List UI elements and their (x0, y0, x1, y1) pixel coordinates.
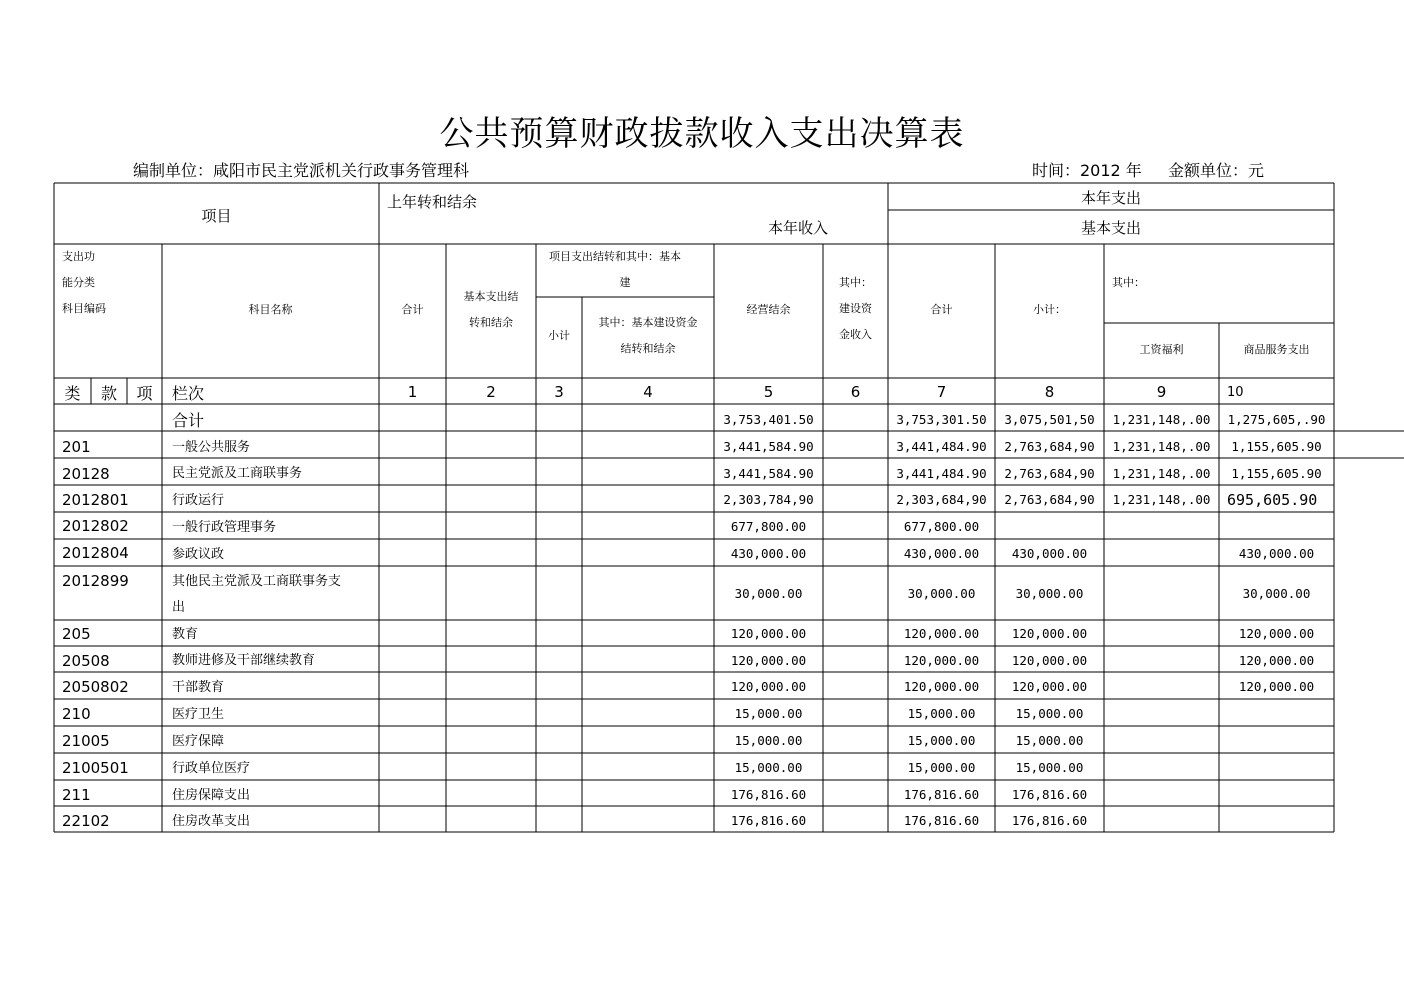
row-name: 合计 (172, 411, 205, 430)
row-code: 210 (62, 705, 91, 723)
row-c8: 176,816.60 (1011, 813, 1088, 828)
header-lei: 类 (64, 384, 81, 403)
row-code: 2012804 (62, 544, 129, 562)
row-c7: 15,000.00 (907, 706, 976, 721)
row-c8: 176,816.60 (1011, 787, 1088, 802)
row-c8: 2,763,684,90 (1004, 439, 1095, 454)
row-c5: 30,000.00 (734, 586, 803, 601)
row-name: 教师进修及干部继续教育 (172, 653, 316, 668)
row-c10: 1,275,605,.90 (1227, 412, 1326, 427)
row-c9: 1,231,148,.00 (1112, 439, 1211, 454)
header-subject-name: 科目名称 (248, 303, 293, 316)
row-c5: 176,816.60 (730, 813, 807, 828)
row-name: 一般公共服务 (172, 440, 251, 455)
row-code: 2050802 (62, 678, 129, 696)
col-num-7: 7 (936, 383, 947, 401)
row-c10: 120,000.00 (1238, 626, 1315, 641)
row-name: 住房保障支出 (172, 788, 251, 803)
row-c10: 120,000.00 (1238, 679, 1315, 694)
row-c7: 120,000.00 (903, 653, 980, 668)
row-name: 其他民主党派及工商联事务支 (172, 574, 342, 589)
row-c7: 120,000.00 (903, 679, 980, 694)
row-c10: 30,000.00 (1242, 586, 1311, 601)
row-c8: 2,763,684,90 (1004, 466, 1095, 481)
row-code: 20128 (62, 465, 110, 483)
header-constr-2: 建设资 (839, 302, 872, 315)
header-func-code-2: 能分类 (62, 276, 95, 289)
row-c5: 120,000.00 (730, 626, 807, 641)
row-c7: 15,000.00 (907, 760, 976, 775)
row-code: 2100501 (62, 759, 129, 777)
header-constr-1: 其中： (839, 276, 872, 289)
row-name: 一般行政管理事务 (172, 520, 277, 535)
compiling-unit: 编制单位：咸阳市民主党派机关行政事务管理科 (133, 161, 470, 180)
row-c8: 120,000.00 (1011, 653, 1088, 668)
row-c5: 15,000.00 (734, 706, 803, 721)
row-c7: 3,753,301.50 (896, 412, 987, 427)
row-c9: 1,231,148,.00 (1112, 492, 1211, 507)
header-goods: 商品服务支出 (1243, 343, 1310, 356)
header-exp-subtotal: 小计： (1033, 303, 1066, 316)
row-c7: 3,441,484.90 (896, 466, 987, 481)
row-c5: 120,000.00 (730, 679, 807, 694)
row-c8: 2,763,684,90 (1004, 492, 1095, 507)
row-code: 201 (62, 438, 91, 456)
header-prev-carry: 上年转和结余 (387, 193, 478, 211)
row-c8: 430,000.00 (1011, 546, 1088, 561)
row-c5: 120,000.00 (730, 653, 807, 668)
col-num-1: 1 (407, 383, 418, 401)
row-code: 205 (62, 625, 91, 643)
row-c8: 30,000.00 (1015, 586, 1084, 601)
row-c10: 1,155,605.90 (1231, 439, 1322, 454)
header-of-which: 其中： (1112, 276, 1145, 289)
header-capital-1: 其中：基本建设资金 (598, 316, 698, 329)
row-c9: 1,231,148,.00 (1112, 466, 1211, 481)
row-c9: 1,231,148,.00 (1112, 412, 1211, 427)
row-name: 医疗保障 (172, 734, 225, 749)
header-xiang: 项 (136, 384, 153, 403)
header-lanci: 栏次 (172, 384, 205, 403)
row-c10: 1,155,605.90 (1231, 466, 1322, 481)
row-c10: 430,000.00 (1238, 546, 1315, 561)
row-c7: 430,000.00 (903, 546, 980, 561)
row-c7: 176,816.60 (903, 813, 980, 828)
row-code: 211 (62, 786, 91, 804)
row-c8: 15,000.00 (1015, 760, 1084, 775)
row-name-line2: 出 (172, 600, 186, 615)
report-time: 时间：2012 年 (1032, 161, 1142, 180)
row-c7: 15,000.00 (907, 733, 976, 748)
row-c5: 3,441,584.90 (723, 439, 814, 454)
header-basic-carry-1: 基本支出结 (463, 290, 519, 303)
row-c5: 2,303,784,90 (723, 492, 814, 507)
col-num-2: 2 (486, 383, 496, 401)
row-c7: 30,000.00 (907, 586, 976, 601)
page-title: 公共预算财政拔款收入支出决算表 (439, 114, 965, 154)
header-capital-2: 结转和结余 (620, 342, 676, 355)
amount-unit: 金额单位：元 (1168, 161, 1265, 180)
row-c8: 15,000.00 (1015, 733, 1084, 748)
row-code: 2012801 (62, 491, 129, 509)
row-c8: 15,000.00 (1015, 706, 1084, 721)
col-num-10: 10 (1227, 385, 1244, 400)
row-c7: 2,303,684,90 (896, 492, 987, 507)
header-project-carry-1: 项目支出结转和其中：基本 (549, 250, 681, 263)
header-project-carry-2: 建 (619, 276, 631, 289)
col-num-4: 4 (643, 383, 653, 401)
header-basic-expense: 基本支出 (1080, 219, 1141, 237)
row-c5: 430,000.00 (730, 546, 807, 561)
row-code: 21005 (62, 732, 110, 750)
col-num-3: 3 (554, 383, 564, 401)
row-c8: 120,000.00 (1011, 679, 1088, 694)
row-c5: 15,000.00 (734, 760, 803, 775)
row-c10: 695,605.90 (1227, 491, 1318, 509)
row-c5: 176,816.60 (730, 787, 807, 802)
row-name: 行政运行 (172, 493, 225, 508)
header-exp-total: 合计 (930, 303, 953, 316)
row-name: 行政单位医疗 (172, 761, 251, 776)
row-name: 医疗卫生 (172, 707, 225, 722)
row-name: 民主党派及工商联事务 (172, 466, 303, 481)
row-name: 参政议政 (172, 547, 225, 562)
row-c7: 677,800.00 (903, 519, 980, 534)
header-prev-total: 合计 (401, 303, 424, 316)
header-subtotal: 小计 (548, 329, 570, 342)
row-c10: 120,000.00 (1238, 653, 1315, 668)
row-c5: 3,441,584.90 (723, 466, 814, 481)
header-kuan: 款 (100, 384, 117, 403)
row-c7: 176,816.60 (903, 787, 980, 802)
header-basic-carry-2: 转和结余 (469, 316, 513, 329)
header-this-income: 本年收入 (768, 219, 829, 237)
row-name: 干部教育 (172, 680, 225, 695)
header-func-code-3: 科目编码 (62, 302, 106, 315)
row-code: 20508 (62, 652, 110, 670)
col-num-5: 5 (763, 383, 774, 401)
row-name: 教育 (172, 627, 199, 642)
header-this-expense: 本年支出 (1080, 189, 1141, 207)
header-func-code-1: 支出功 (62, 250, 95, 263)
row-c7: 3,441,484.90 (896, 439, 987, 454)
col-num-8: 8 (1044, 383, 1055, 401)
row-code: 2012899 (62, 572, 129, 590)
header-operating-surplus: 经营结余 (746, 303, 791, 316)
row-c8: 3,075,501,50 (1004, 412, 1095, 427)
row-name: 住房改革支出 (172, 814, 251, 829)
row-c5: 3,753,401.50 (723, 412, 814, 427)
col-num-6: 6 (850, 383, 861, 401)
header-item: 项目 (201, 207, 232, 225)
header-wages: 工资福利 (1139, 343, 1184, 356)
row-c5: 677,800.00 (730, 519, 807, 534)
row-code: 2012802 (62, 517, 129, 535)
row-c8: 120,000.00 (1011, 626, 1088, 641)
row-c7: 120,000.00 (903, 626, 980, 641)
header-constr-3: 金收入 (839, 328, 872, 341)
row-c5: 15,000.00 (734, 733, 803, 748)
col-num-9: 9 (1156, 383, 1167, 401)
row-code: 22102 (62, 812, 110, 830)
